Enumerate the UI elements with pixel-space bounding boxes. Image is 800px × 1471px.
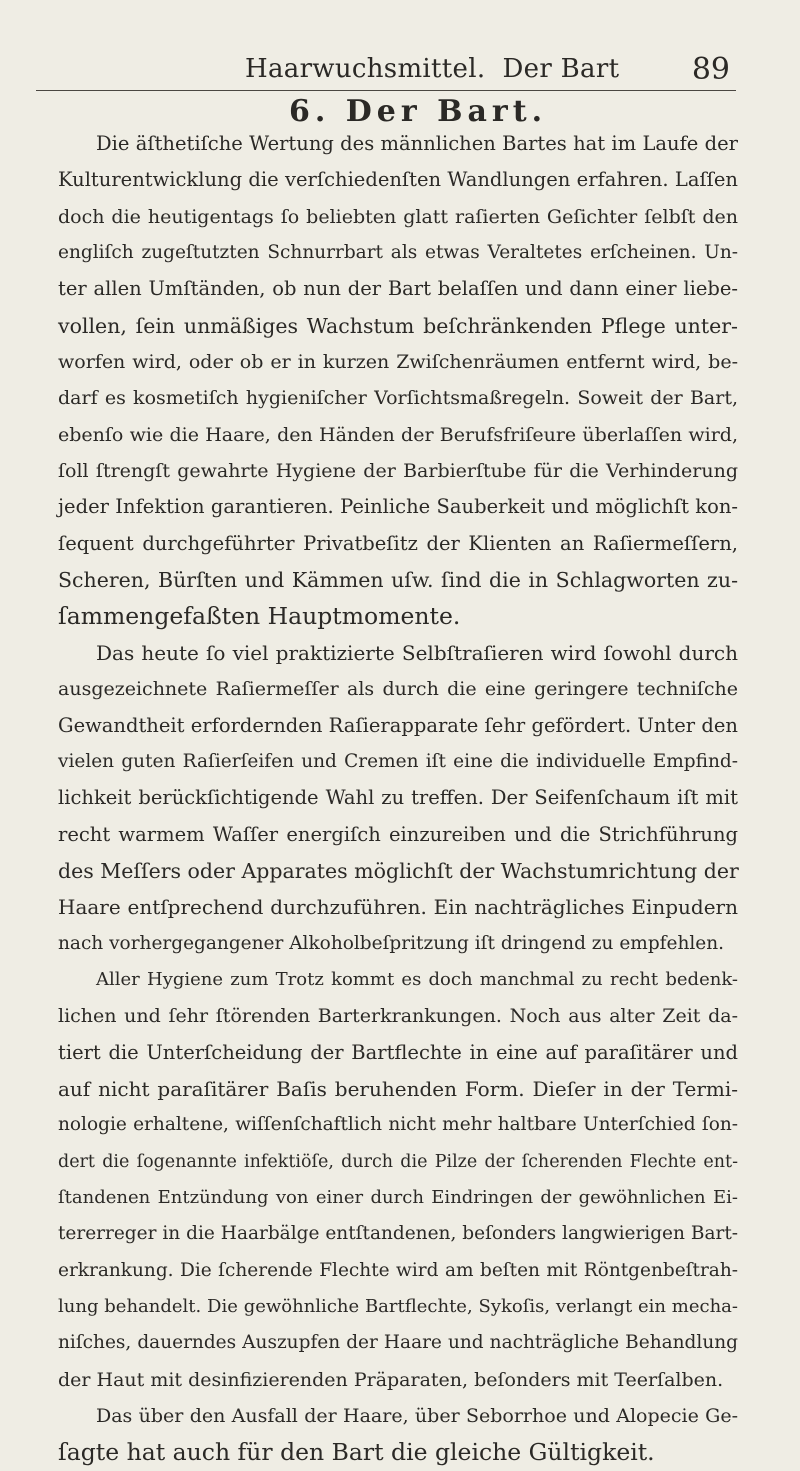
- text-line: jeder Infektion garantieren. Peinliche Sauberkeit und möglichſt kon-: [58, 495, 738, 519]
- text-line: Die äſthetiſche Wertung des männlichen Bartes hat im Laufe der: [96, 132, 738, 155]
- body-text: [58, 126, 738, 1471]
- text-line: ſtandenen Entzündung von einer durch Eindringen der gewöhnlichen Ei-: [58, 1186, 738, 1208]
- text-line: worfen wird, oder ob er in kurzen Zwiſchenräumen entfernt wird, be-: [58, 351, 738, 374]
- text-line: Aller Hygiene zum Trotz kommt es doch manchmal zu recht bedenk-: [96, 968, 738, 990]
- text-line: ſequent durchgeführter Privatbeſitz der Klienten an Raſiermeſſern,: [58, 531, 738, 555]
- text-line: des Meſſers oder Apparates möglichſt der Wachstumrichtung der: [58, 858, 739, 883]
- text-line: ſagte hat auch für den Bart die gleiche Gültigkeit.: [58, 1438, 655, 1467]
- text-line: lichkeit berückſichtigende Wahl zu treffen. Der Seifenſchaum iſt mit: [58, 786, 738, 810]
- text-line: Haare entſprechend durchzuführen. Ein nachträgliches Einpudern: [58, 895, 738, 920]
- text-line: nach vorhergegangener Alkoholbeſpritzung iſt dringend zu empfehlen.: [58, 932, 725, 954]
- text-line: doch die heutigentags ſo beliebten glatt raſierten Geſichter ſelbſt den: [58, 205, 738, 228]
- running-head: [36, 46, 736, 91]
- text-line: lung behandelt. Die gewöhnliche Bartflechte, Sykoſis, verlangt ein mecha-: [58, 1296, 738, 1317]
- text-line: darf es kosmetiſch hygieniſcher Vorſichtsmaßregeln. Soweit der Bart,: [58, 387, 738, 410]
- text-line: ausgezeichnete Raſiermeſſer als durch die eine geringere techniſche: [58, 678, 738, 701]
- text-line: nologie erhaltene, wiſſenſchaftlich nicht mehr haltbare Unterſchied ſon-: [58, 1114, 738, 1136]
- running-head-title: Haarwuchsmittel. Der Bart: [245, 54, 620, 84]
- text-line: ter allen Umſtänden, ob nun der Bart belaſſen und dann einer liebe-: [58, 277, 738, 301]
- text-line: niſches, dauerndes Auszupfen der Haare und nachträgliche Behandlung: [58, 1332, 738, 1354]
- section-heading: 6. Der Bart.: [289, 94, 548, 129]
- text-line: Das über den Ausfall der Haare, über Seborrhoe und Alopecie Ge-: [96, 1405, 738, 1428]
- text-line: vollen, ſein unmäßiges Wachstum beſchränkenden Pflege unter-: [58, 313, 738, 338]
- text-line: vielen guten Raſierſeifen und Cremen iſt eine die individuelle Empfind-: [58, 750, 738, 772]
- text-line: Kulturentwicklung die verſchiedenſten Wandlungen erfahren. Laſſen: [58, 168, 738, 192]
- text-line: recht warmem Waſſer energiſch einzureiben und die Strichführung: [58, 822, 738, 846]
- text-line: tererreger in die Haarbälge entſtandenen, beſonders langwierigen Bart-: [58, 1223, 738, 1245]
- text-line: auf nicht paraſitärer Baſis beruhenden Form. Dieſer in der Termi-: [58, 1076, 738, 1101]
- text-line: ebenſo wie die Haare, den Händen der Berufsfriſeure überlaſſen wird,: [58, 423, 738, 446]
- text-line: ſammengefaßten Hauptmomente.: [58, 602, 461, 631]
- text-line: Scheren, Bürſten und Kämmen uſw. ſind die in Schlagworten zu-: [58, 568, 738, 593]
- text-line: dert die ſogenannte infektiöſe, durch die Pilze der ſcherenden Flechte ent-: [58, 1151, 738, 1172]
- text-line: lichen und ſehr ſtörenden Barterkrankungen. Noch aus alter Zeit da-: [58, 1005, 738, 1028]
- text-line: Das heute ſo viel praktizierte Selbſtraſieren wird ſowohl durch: [96, 640, 738, 665]
- text-line: erkrankung. Die ſcherende Flechte wird am beſten mit Röntgenbeſtrah-: [58, 1259, 738, 1281]
- text-line: Gewandtheit erfordernden Raſierapparate ſehr gefördert. Unter den: [58, 713, 738, 737]
- text-line: ſoll ſtrengſt gewahrte Hygiene der Barbierſtube für die Verhinderung: [58, 460, 738, 483]
- text-line: tiert die Unterſcheidung der Bartflechte in eine auf paraſitärer und: [58, 1040, 738, 1064]
- page-number: 89: [691, 52, 730, 87]
- text-line: der Haut mit desinfizierenden Präparaten, beſonders mit Teerſalben.: [58, 1368, 724, 1391]
- text-line: engliſch zugeſtutzten Schnurrbart als etwas Veraltetes erſcheinen. Un-: [58, 242, 738, 264]
